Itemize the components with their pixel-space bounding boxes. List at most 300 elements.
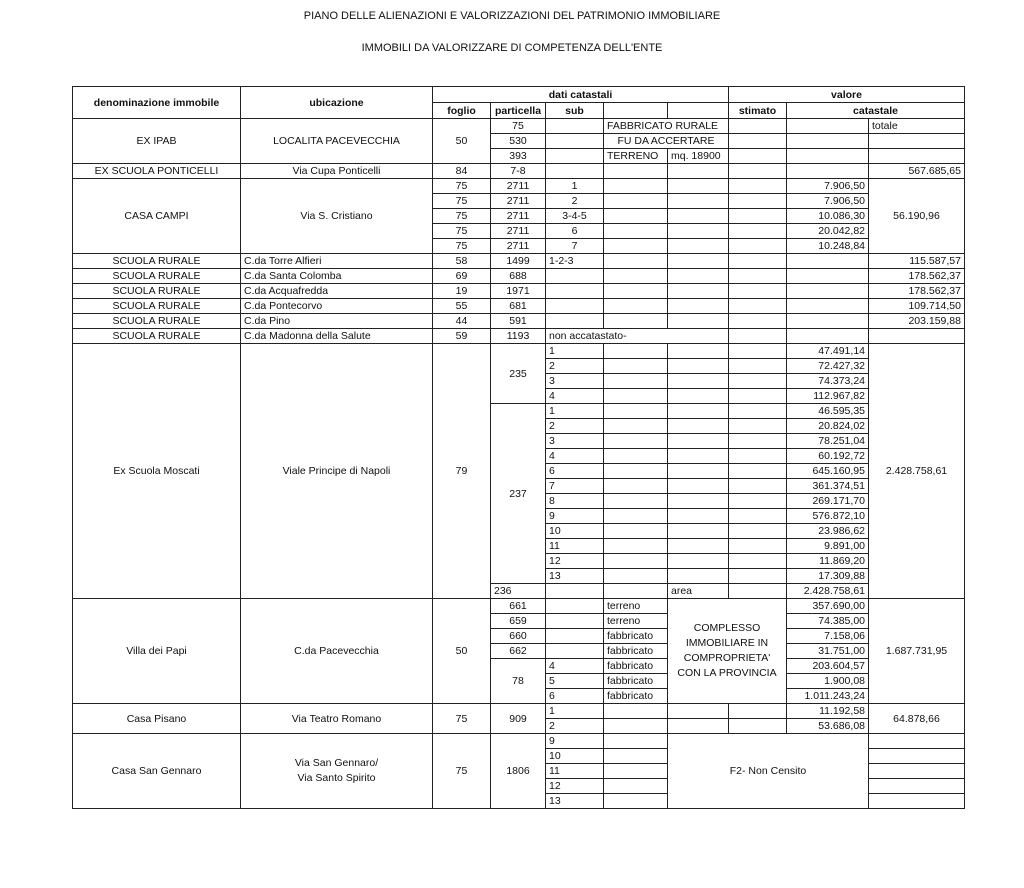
table-cell <box>604 254 668 269</box>
table-cell <box>604 404 668 419</box>
table-cell <box>604 284 668 299</box>
header-foglio: foglio <box>433 103 491 119</box>
document-subtitle: IMMOBILI DA VALORIZZARE DI COMPETENZA DELL'ENTE <box>361 42 663 54</box>
table-cell <box>668 103 729 119</box>
table-row <box>73 254 965 269</box>
table-cell <box>729 479 787 494</box>
table-cell: 75 <box>433 239 491 254</box>
property-name: SCUOLA RURALE <box>73 314 241 329</box>
table-cell <box>604 269 668 284</box>
property-name: Villa dei Papi <box>73 599 241 704</box>
not-surveyed-note: F2- Non Censito <box>668 734 869 809</box>
table-cell <box>729 554 787 569</box>
property-location: C.da Torre Alfieri <box>241 254 433 269</box>
table-cell <box>729 584 787 599</box>
property-location: Via S. Cristiano <box>241 179 433 254</box>
header-sub: sub <box>546 103 604 119</box>
value-cell: 17.309,88 <box>787 569 869 584</box>
table-cell <box>729 209 787 224</box>
table-cell <box>546 599 604 614</box>
table-cell: 7 <box>546 479 604 494</box>
table-cell <box>668 524 729 539</box>
table-cell: 78 <box>491 659 546 704</box>
property-location: C.da Santa Colomba <box>241 269 433 284</box>
table-cell <box>869 734 965 749</box>
table-cell <box>668 509 729 524</box>
table-cell <box>604 794 668 809</box>
table-cell: 3 <box>546 374 604 389</box>
table-cell <box>604 554 668 569</box>
table-cell: 567.685,65 <box>869 164 965 179</box>
table-cell <box>668 719 729 734</box>
table-row <box>73 284 965 299</box>
table-cell <box>604 419 668 434</box>
table-cell <box>668 464 729 479</box>
table-cell <box>546 149 604 164</box>
header-valore: valore <box>729 87 965 103</box>
table-cell: 13 <box>546 794 604 809</box>
value-cell: 7.906,50 <box>787 194 869 209</box>
table-cell <box>604 314 668 329</box>
location-line: Via San Gennaro/ <box>294 757 379 769</box>
property-name: SCUOLA RURALE <box>73 299 241 314</box>
value-cell: 203.604,57 <box>787 659 869 674</box>
table-cell: 2711 <box>491 179 546 194</box>
table-cell: 75 <box>433 734 491 809</box>
table-cell <box>729 254 787 269</box>
table-row <box>73 299 965 314</box>
table-cell: 2711 <box>491 224 546 239</box>
table-cell: 7 <box>546 239 604 254</box>
value-cell: 72.427,32 <box>787 359 869 374</box>
table-cell <box>604 734 668 749</box>
value-cell: 78.251,04 <box>787 434 869 449</box>
table-cell <box>729 389 787 404</box>
table-cell: 2711 <box>491 239 546 254</box>
table-cell <box>668 389 729 404</box>
table-row <box>73 119 965 134</box>
table-cell <box>729 434 787 449</box>
property-name: EX IPAB <box>73 119 241 164</box>
table-cell <box>604 359 668 374</box>
table-cell <box>668 704 729 719</box>
table-cell <box>869 794 965 809</box>
table-cell <box>729 314 787 329</box>
table-cell <box>729 119 787 134</box>
property-location: C.da Madonna della Salute <box>241 329 433 344</box>
value-cell: 47.491,14 <box>787 344 869 359</box>
total-cell: 56.190,96 <box>869 179 965 254</box>
table-cell: 75 <box>433 194 491 209</box>
property-location <box>241 734 433 809</box>
table-cell: 75 <box>433 224 491 239</box>
table-cell <box>729 329 787 344</box>
table-cell <box>729 269 787 284</box>
table-cell: 55 <box>433 299 491 314</box>
table-cell <box>729 179 787 194</box>
table-cell: 1806 <box>491 734 546 809</box>
table-cell: TERRENO <box>604 149 668 164</box>
table-cell: 13 <box>546 569 604 584</box>
property-location: Viale Principe di Napoli <box>241 344 433 599</box>
table-cell: 12 <box>546 554 604 569</box>
table-cell: 11 <box>546 539 604 554</box>
value-cell: 20.824,02 <box>787 419 869 434</box>
header-stimato: stimato <box>729 103 787 119</box>
table-cell: 19 <box>433 284 491 299</box>
table-cell: 660 <box>491 629 546 644</box>
table-cell: 237 <box>491 404 546 584</box>
table-cell <box>604 479 668 494</box>
table-cell <box>604 449 668 464</box>
table-cell <box>604 569 668 584</box>
table-cell <box>729 194 787 209</box>
table-cell: 659 <box>491 614 546 629</box>
table-cell <box>787 314 869 329</box>
table-cell <box>787 119 869 134</box>
table-cell <box>546 614 604 629</box>
value-cell: 11.869,20 <box>787 554 869 569</box>
table-cell <box>668 164 729 179</box>
property-location: C.da Pacevecchia <box>241 599 433 704</box>
total-cell: 178.562,37 <box>869 269 965 284</box>
property-name: SCUOLA RURALE <box>73 284 241 299</box>
table-cell: 4 <box>546 389 604 404</box>
table-cell <box>546 299 604 314</box>
property-name: CASA CAMPI <box>73 179 241 254</box>
table-cell <box>604 764 668 779</box>
total-cell: 109.714,50 <box>869 299 965 314</box>
table-cell <box>668 209 729 224</box>
property-name: SCUOLA RURALE <box>73 269 241 284</box>
table-row <box>73 87 965 103</box>
header-catastale: catastale <box>787 103 965 119</box>
value-cell: 20.042,82 <box>787 224 869 239</box>
table-cell <box>729 524 787 539</box>
table-row <box>73 599 965 614</box>
table-cell: 909 <box>491 704 546 734</box>
table-cell <box>729 134 787 149</box>
table-cell: fabbricato <box>604 689 668 704</box>
table-cell <box>668 359 729 374</box>
table-cell: 10 <box>546 749 604 764</box>
table-cell <box>729 569 787 584</box>
table-cell: 235 <box>491 344 546 404</box>
table-cell <box>869 779 965 794</box>
table-cell <box>668 254 729 269</box>
table-cell: 12 <box>546 779 604 794</box>
value-cell: 74.385,00 <box>787 614 869 629</box>
total-cell: 64.878,66 <box>869 704 965 734</box>
table-cell <box>869 764 965 779</box>
table-cell <box>668 299 729 314</box>
table-cell <box>546 314 604 329</box>
location-line: Via Santo Spirito <box>297 772 376 784</box>
table-cell <box>604 524 668 539</box>
total-cell: 2.428.758,61 <box>869 344 965 599</box>
table-cell: area <box>668 584 729 599</box>
table-cell: 8 <box>546 494 604 509</box>
table-cell <box>729 239 787 254</box>
header-denominazione: denominazione immobile <box>73 87 241 119</box>
value-cell: 53.686,08 <box>787 719 869 734</box>
table-cell <box>668 449 729 464</box>
table-cell <box>668 419 729 434</box>
table-cell: 1193 <box>491 329 546 344</box>
table-cell: 75 <box>433 179 491 194</box>
table-cell: 44 <box>433 314 491 329</box>
table-cell <box>729 359 787 374</box>
property-table-body <box>73 87 965 809</box>
table-cell <box>869 749 965 764</box>
table-cell <box>729 284 787 299</box>
table-cell <box>604 179 668 194</box>
table-cell <box>668 569 729 584</box>
table-cell <box>604 389 668 404</box>
table-cell <box>668 179 729 194</box>
table-cell: 9 <box>546 509 604 524</box>
value-cell: 576.872,10 <box>787 509 869 524</box>
table-cell <box>604 164 668 179</box>
table-cell: 2711 <box>491 209 546 224</box>
table-cell: fabbricato <box>604 629 668 644</box>
table-cell: 688 <box>491 269 546 284</box>
table-cell <box>668 239 729 254</box>
table-cell: 69 <box>433 269 491 284</box>
table-cell: 84 <box>433 164 491 179</box>
table-cell: 9 <box>546 734 604 749</box>
property-location: Via Teatro Romano <box>241 704 433 734</box>
table-cell: 1 <box>546 404 604 419</box>
table-cell: 59 <box>433 329 491 344</box>
table-cell <box>787 299 869 314</box>
table-row <box>73 704 965 719</box>
total-cell: 115.587,57 <box>869 254 965 269</box>
table-cell <box>604 464 668 479</box>
property-name: Casa Pisano <box>73 704 241 734</box>
table-cell <box>729 539 787 554</box>
table-cell <box>729 149 787 164</box>
table-cell <box>729 374 787 389</box>
table-cell <box>604 103 668 119</box>
table-cell: 2 <box>546 359 604 374</box>
table-cell <box>604 194 668 209</box>
table-cell <box>546 284 604 299</box>
table-cell <box>668 224 729 239</box>
table-cell: 661 <box>491 599 546 614</box>
table-cell: 1-2-3 <box>546 254 604 269</box>
value-cell: 7.906,50 <box>787 179 869 194</box>
table-cell: 3 <box>546 434 604 449</box>
table-cell <box>729 224 787 239</box>
table-cell: 4 <box>546 449 604 464</box>
table-cell <box>729 404 787 419</box>
table-cell: FABBRICATO RURALE <box>604 119 729 134</box>
property-name: SCUOLA RURALE <box>73 254 241 269</box>
table-row <box>73 164 965 179</box>
total-cell: 203.159,88 <box>869 314 965 329</box>
table-cell <box>729 344 787 359</box>
value-cell: 31.751,00 <box>787 644 869 659</box>
value-cell: 23.986,62 <box>787 524 869 539</box>
table-cell <box>787 329 869 344</box>
table-cell <box>604 344 668 359</box>
table-cell <box>668 314 729 329</box>
table-cell <box>668 404 729 419</box>
table-cell <box>546 629 604 644</box>
table-cell <box>668 494 729 509</box>
table-cell <box>604 494 668 509</box>
value-cell: 60.192,72 <box>787 449 869 464</box>
table-cell: 5 <box>546 674 604 689</box>
table-cell <box>604 209 668 224</box>
value-cell: 7.158,06 <box>787 629 869 644</box>
table-cell: 236 <box>491 584 546 599</box>
property-name: SCUOLA RURALE <box>73 329 241 344</box>
table-row <box>73 179 965 194</box>
property-location: C.da Pino <box>241 314 433 329</box>
table-cell: terreno <box>604 599 668 614</box>
table-cell: mq. 18900 <box>668 149 729 164</box>
table-cell <box>668 539 729 554</box>
table-cell <box>729 464 787 479</box>
table-cell <box>787 134 869 149</box>
document-title: PIANO DELLE ALIENAZIONI E VALORIZZAZIONI DEL PATRIMONIO IMMOBILIARE <box>303 10 721 22</box>
table-row <box>73 269 965 284</box>
table-cell <box>668 434 729 449</box>
table-cell <box>604 434 668 449</box>
table-cell: 2 <box>546 419 604 434</box>
property-location: C.da Pontecorvo <box>241 299 433 314</box>
table-cell <box>729 719 787 734</box>
table-cell <box>787 284 869 299</box>
table-cell <box>546 164 604 179</box>
table-cell <box>869 329 965 344</box>
value-cell: 11.192,58 <box>787 704 869 719</box>
table-cell: 10 <box>546 524 604 539</box>
value-cell: 46.595,35 <box>787 404 869 419</box>
table-cell: 1971 <box>491 284 546 299</box>
table-cell <box>668 344 729 359</box>
table-cell: 6 <box>546 464 604 479</box>
table-cell <box>546 134 604 149</box>
table-cell: 1499 <box>491 254 546 269</box>
table-cell <box>546 644 604 659</box>
table-cell <box>668 374 729 389</box>
header-ubicazione: ubicazione <box>241 87 433 119</box>
table-cell <box>729 509 787 524</box>
table-cell: fabbricato <box>604 659 668 674</box>
table-cell: fabbricato <box>604 674 668 689</box>
value-cell: 1.900,08 <box>787 674 869 689</box>
table-cell <box>668 269 729 284</box>
property-name: Ex Scuola Moscati <box>73 344 241 599</box>
table-cell <box>604 584 668 599</box>
value-cell: 9.891,00 <box>787 539 869 554</box>
table-row <box>73 344 965 359</box>
value-cell: 1.011.243,24 <box>787 689 869 704</box>
total-cell: 178.562,37 <box>869 284 965 299</box>
property-name: Casa San Gennaro <box>73 734 241 809</box>
table-cell <box>729 704 787 719</box>
table-cell <box>604 374 668 389</box>
table-cell: 1 <box>546 344 604 359</box>
table-cell <box>604 299 668 314</box>
table-cell: FU DA ACCERTARE <box>604 134 729 149</box>
table-cell: 393 <box>491 149 546 164</box>
table-cell <box>729 449 787 464</box>
value-cell: 10.248,84 <box>787 239 869 254</box>
table-cell <box>604 224 668 239</box>
table-cell <box>668 554 729 569</box>
table-cell: 6 <box>546 689 604 704</box>
table-cell: 50 <box>433 599 491 704</box>
table-row <box>73 314 965 329</box>
co-ownership-note: COMPLESSO IMMOBILIARE IN COMPROPRIETA' CON LA PROVINCIA <box>668 599 787 704</box>
table-cell <box>869 149 965 164</box>
table-cell <box>668 194 729 209</box>
table-cell <box>604 719 668 734</box>
table-cell: 2 <box>546 194 604 209</box>
table-cell: 662 <box>491 644 546 659</box>
header-particella: particella <box>491 103 546 119</box>
table-cell <box>729 419 787 434</box>
table-cell <box>546 584 604 599</box>
table-cell: 75 <box>491 119 546 134</box>
value-cell: 357.690,00 <box>787 599 869 614</box>
property-location: LOCALITA PACEVECCHIA <box>241 119 433 164</box>
table-cell <box>604 749 668 764</box>
table-cell <box>729 299 787 314</box>
table-cell <box>787 269 869 284</box>
table-cell <box>546 269 604 284</box>
table-cell: 2 <box>546 719 604 734</box>
table-cell: 530 <box>491 134 546 149</box>
total-cell: 1.687.731,95 <box>869 599 965 704</box>
table-cell <box>604 509 668 524</box>
table-cell: 4 <box>546 659 604 674</box>
table-cell <box>604 779 668 794</box>
table-cell <box>604 704 668 719</box>
table-cell: 591 <box>491 314 546 329</box>
property-location: Via Cupa Ponticelli <box>241 164 433 179</box>
table-cell: 58 <box>433 254 491 269</box>
table-cell <box>869 134 965 149</box>
table-cell: 3-4-5 <box>546 209 604 224</box>
property-name: EX SCUOLA PONTICELLI <box>73 164 241 179</box>
table-cell <box>729 164 787 179</box>
table-cell: 79 <box>433 344 491 599</box>
table-cell <box>787 254 869 269</box>
value-cell: 361.374,51 <box>787 479 869 494</box>
value-cell: 2.428.758,61 <box>787 584 869 599</box>
table-cell: 7-8 <box>491 164 546 179</box>
table-cell: terreno <box>604 614 668 629</box>
table-cell <box>546 119 604 134</box>
table-cell: 1 <box>546 704 604 719</box>
table-cell <box>787 164 869 179</box>
table-row <box>73 734 965 749</box>
foglio-cell: 50 <box>433 119 491 164</box>
table-cell <box>729 494 787 509</box>
value-cell: 645.160,95 <box>787 464 869 479</box>
table-cell <box>668 284 729 299</box>
value-cell: 112.967,82 <box>787 389 869 404</box>
table-cell <box>787 149 869 164</box>
header-dati-catastali: dati catastali <box>433 87 729 103</box>
value-cell: 269.171,70 <box>787 494 869 509</box>
table-cell: 1 <box>546 179 604 194</box>
